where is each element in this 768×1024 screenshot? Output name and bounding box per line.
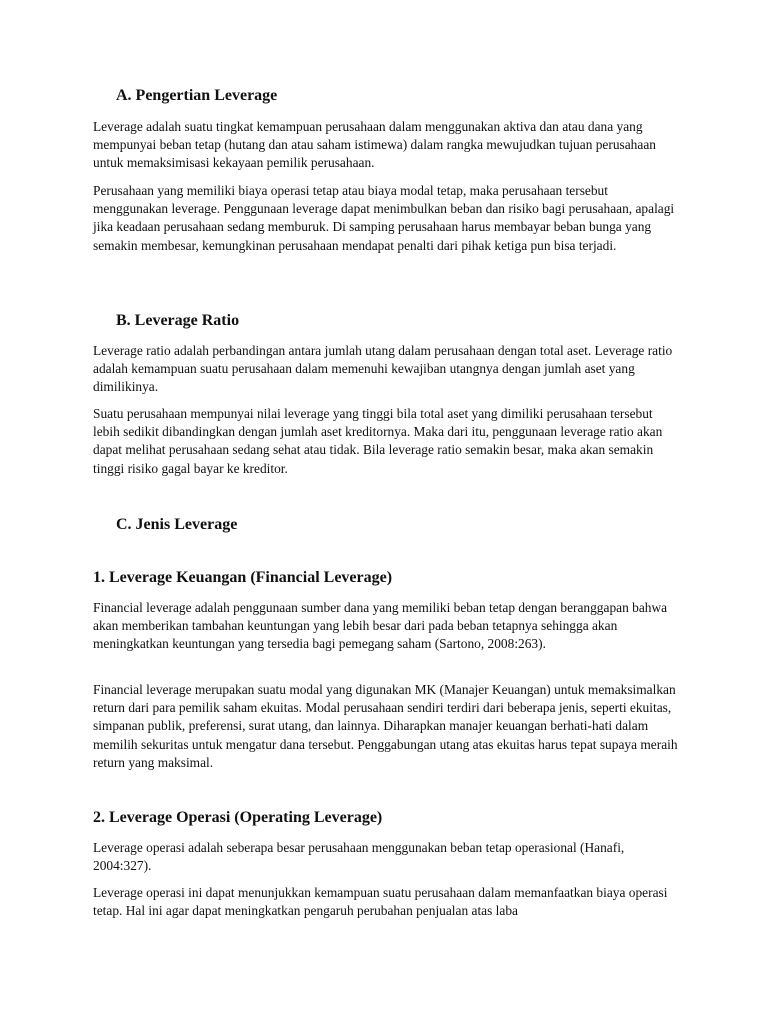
heading-leverage-keuangan: 1. Leverage Keuangan (Financial Leverage) [93, 569, 393, 586]
heading-jenis-leverage: C. Jenis Leverage [116, 516, 238, 533]
paragraph-leverage-keuangan-2: Financial leverage merupakan suatu modal yang digunakan MK (Manajer Keuangan) untuk memaksimalkan return dari para pemilik saham ekuitas. Modal perusahaan sendiri terdiri dari beberapa jenis, seperti ekuitas, simpanan publik, preferensi, surat utang, dan lainnya. Diharapkan manajer keuangan berhati-hati dalam memilih sekuritas untuk mengatur dana tersebut. Penggabungan utang atas ekuitas harus tepat supaya meraih return yang maksimal. [93, 682, 678, 770]
paragraph-pengertian-1: Leverage adalah suatu tingkat kemampuan perusahaan dalam menggunakan aktiva dan atau dana yang mempunyai beban tetap (hutang dan atau saham istimewa) dalam rangka mewujudkan tujuan perusahaan untuk memaksimisasi kekayaan pemilik perusahaan. [93, 119, 656, 171]
paragraph-pengertian-2: Perusahaan yang memiliki biaya operasi tetap atau biaya modal tetap, maka perusahaan tersebut menggunakan leverage. Penggunaan leverage dapat menimbulkan beban dan risiko bagi perusahaan, apalagi jika keadaan perusahaan sedang memburuk. Di samping perusahaan harus membayar beban bunga yang semakin membesar, kemungkinan perusahaan mendapat penalti dari pihak ketiga pun bisa terjadi. [93, 183, 675, 253]
heading-leverage-operasi: 2. Leverage Operasi (Operating Leverage) [93, 809, 383, 826]
paragraph-leverage-ratio-2: Suatu perusahaan mempunyai nilai leverage yang tinggi bila total aset yang dimiliki perusahaan tersebut lebih sedikit dibandingkan dengan jumlah aset kreditornya. Maka dari itu, penggunaan leverage ratio akan dapat melihat perusahaan sedang sehat atau tidak. Bila leverage ratio semakin besar, maka akan semakin tinggi risiko gagal bayar ke kreditor. [93, 406, 663, 476]
paragraph-leverage-keuangan-1: Financial leverage adalah penggunaan sumber dana yang memiliki beban tetap dengan beranggapan bahwa akan memberikan tambahan keuntungan yang lebih besar dari pada beban tetapnya sehingga akan meningkatkan keuntungan yang tersedia bagi pemegang saham (Sartono, 2008:263). [93, 600, 668, 652]
paragraph-leverage-operasi-2: Leverage operasi ini dapat menunjukkan kemampuan suatu perusahaan dalam memanfaatkan biaya operasi tetap. Hal ini agar dapat meningkatkan pengaruh perubahan penjualan atas laba [93, 885, 668, 919]
paragraph-leverage-ratio-1: Leverage ratio adalah perbandingan antara jumlah utang dalam perusahaan dengan total aset. Leverage ratio adalah kemampuan suatu perusahaan dalam memenuhi kewajiban utangnya dengan jumlah aset yang dimilikinya. [93, 343, 673, 395]
paragraph-leverage-operasi-1: Leverage operasi adalah seberapa besar perusahaan menggunakan beban tetap operasional (Hanafi, 2004:327). [93, 840, 625, 874]
heading-pengertian-leverage: A. Pengertian Leverage [116, 87, 278, 104]
heading-leverage-ratio: B. Leverage Ratio [116, 312, 240, 329]
